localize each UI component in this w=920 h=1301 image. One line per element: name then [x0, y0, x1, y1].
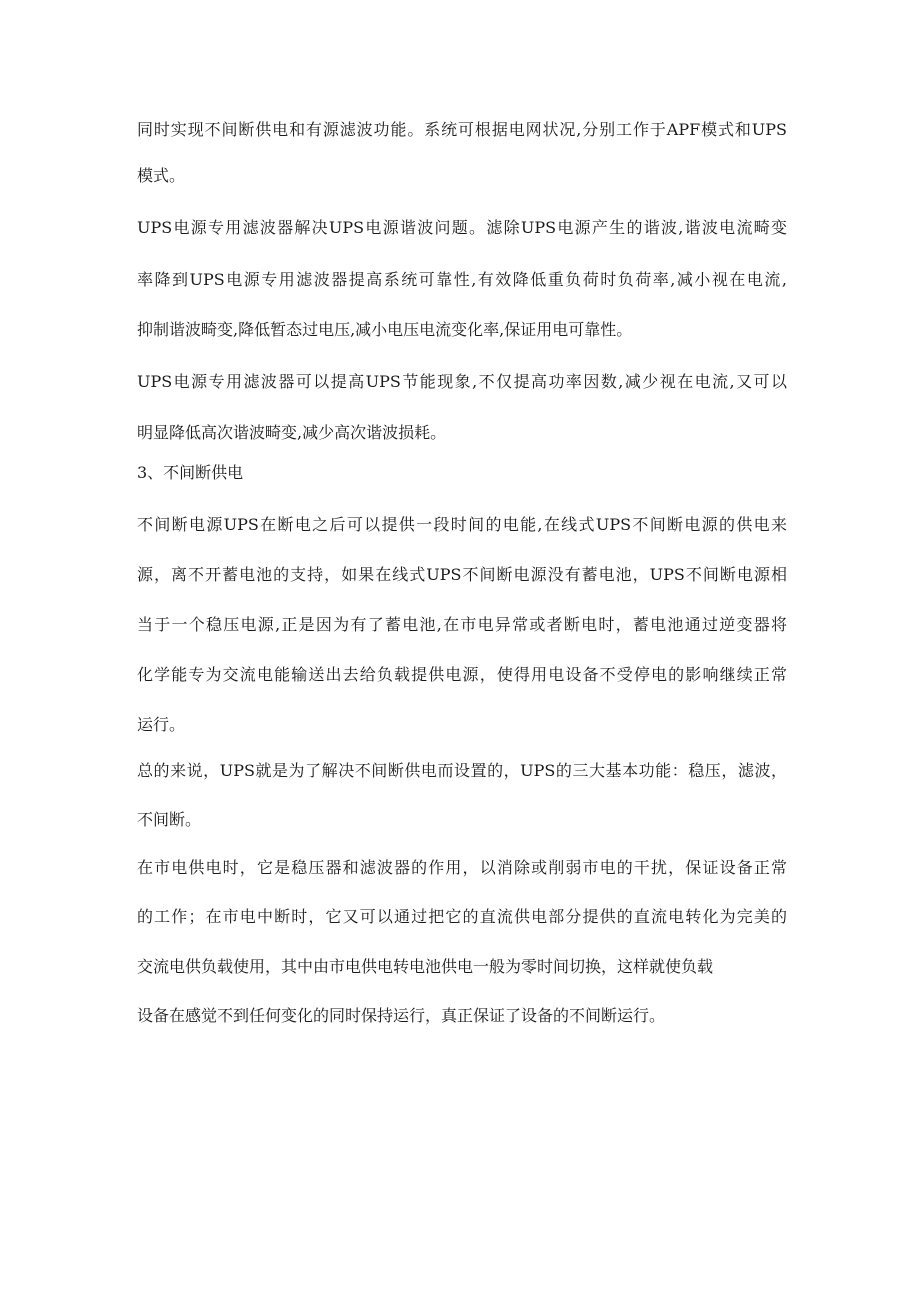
text-line-6: UPS电源专用滤波器可以提高UPS节能现象,不仅提高功率因数,减少视在电流,又可以	[137, 372, 787, 391]
text-line-14: 总的来说，UPS就是为了解决不间断供电而设置的，UPS的三大基本功能：稳压，滤波，	[137, 761, 787, 780]
text-line-11: 当于一个稳压电源,正是因为有了蓄电池,在市电异常或者断电时，蓄电池通过逆变器将	[137, 615, 787, 634]
text-line-13: 运行。	[137, 715, 186, 734]
text-line-19: 设备在感觉不到任何变化的同时保持运行，真正保证了设备的不间断运行。	[137, 1006, 666, 1025]
text-line-15: 不间断。	[137, 810, 202, 829]
text-line-17: 的工作；在市电中断时，它又可以通过把它的直流供电部分提供的直流电转化为完美的	[137, 907, 787, 926]
text-line-10: 源，离不开蓄电池的支持，如果在线式UPS不间断电源没有蓄电池，UPS不间断电源相	[137, 565, 787, 584]
text-line-18: 交流电供负载使用，其中由市电供电转电池供电一般为零时间切换，这样就使负载	[137, 957, 714, 976]
section-heading: 3、不间断供电	[137, 463, 244, 482]
text-line-3: UPS电源专用滤波器解决UPS电源谐波问题。滤除UPS电源产生的谐波,谐波电流畸变	[137, 218, 787, 237]
text-line-4: 率降到UPS电源专用滤波器提高系统可靠性,有效降低重负荷时负荷率,减小视在电流,	[137, 270, 787, 289]
text-line-1: 同时实现不间断供电和有源滤波功能。系统可根据电网状况,分别工作于APF模式和UPS	[137, 120, 787, 139]
text-line-16: 在市电供电时，它是稳压器和滤波器的作用，以消除或削弱市电的干扰，保证设备正常	[137, 858, 787, 877]
text-line-5: 抑制谐波畸变,降低暂态过电压,减小电压电流变化率,保证用电可靠性。	[137, 320, 633, 339]
text-line-2: 模式。	[137, 166, 186, 185]
text-line-7: 明显降低高次谐波畸变,减少高次谐波损耗。	[137, 423, 447, 442]
text-line-12: 化学能专为交流电能输送出去给负载提供电源，使得用电设备不受停电的影响继续正常	[137, 665, 787, 684]
text-line-9: 不间断电源UPS在断电之后可以提供一段时间的电能,在线式UPS不间断电源的供电来	[137, 515, 787, 534]
